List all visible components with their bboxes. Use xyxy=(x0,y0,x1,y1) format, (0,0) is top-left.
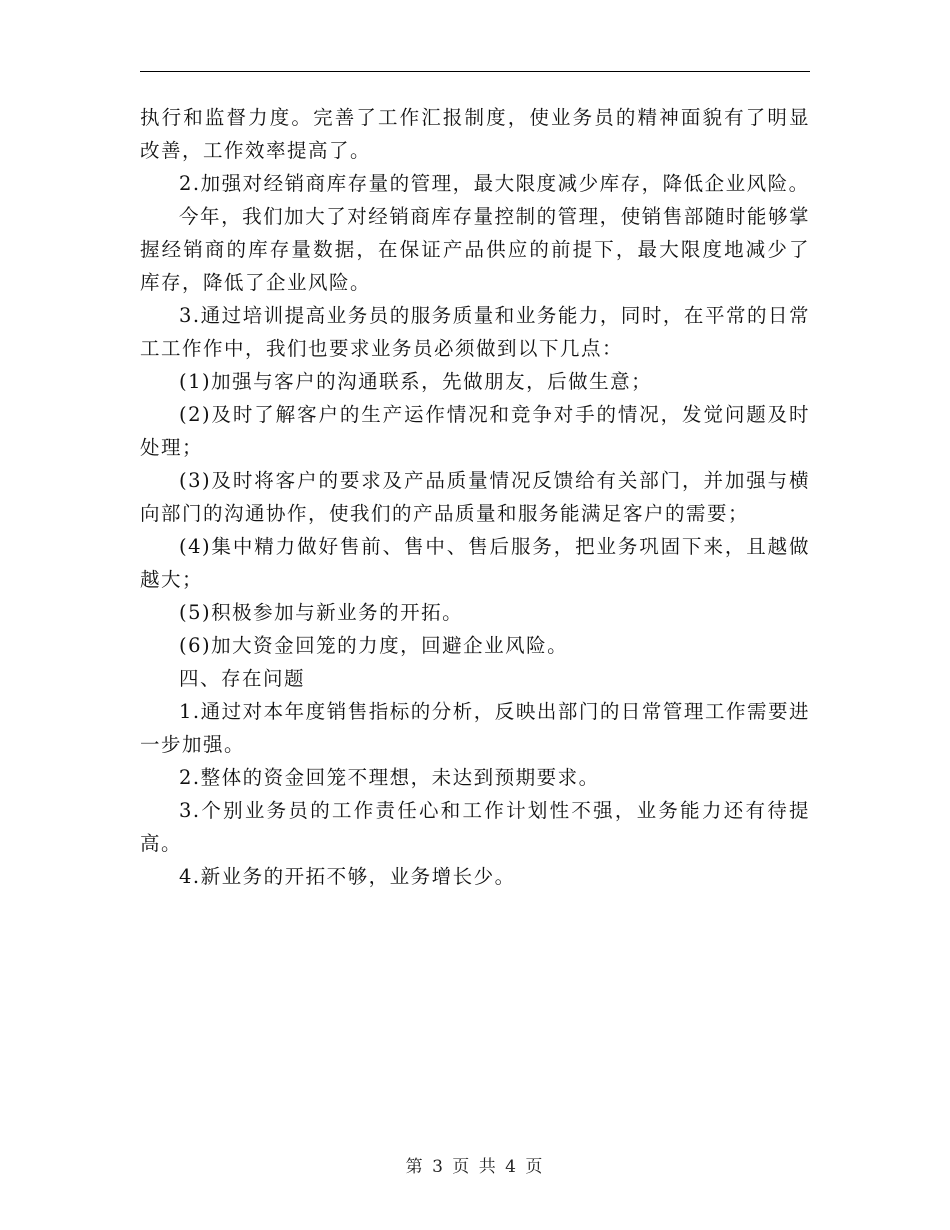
list-item-2: (2)及时了解客户的生产运作情况和竞争对手的情况，发觉问题及时处理； xyxy=(140,403,810,459)
issue-item-1: 1.通过对本年度销售指标的分析，反映出部门的日常管理工作需要进一步加强。 xyxy=(140,700,810,756)
header-rule xyxy=(140,71,810,72)
paragraph-4: 3.通过培训提高业务员的服务质量和业务能力，同时，在平常的日常工工作作中，我们也要求业务员必须做到以下几点： xyxy=(140,304,810,360)
issue-item-3: 3.个别业务员的工作责任心和工作计划性不强，业务能力还有待提高。 xyxy=(140,799,810,855)
issue-item-2: 2.整体的资金回笼不理想，未达到预期要求。 xyxy=(179,766,600,789)
list-item-3: (3)及时将客户的要求及产品质量情况反馈给有关部门，并加强与横向部门的沟通协作，使我们的产品质量和服务能满足客户的需要； xyxy=(140,469,810,525)
page-footer: 第 3 页 共 4 页 xyxy=(405,1157,545,1177)
issue-item-4: 4.新业务的开拓不够，业务增长少。 xyxy=(179,865,516,888)
paragraph-2: 2.加强对经销商库存量的管理，最大限度减少库存，降低企业风险。 xyxy=(179,172,810,195)
section-heading: 四、存在问题 xyxy=(179,667,306,690)
list-item-5: (5)积极参加与新业务的开拓。 xyxy=(179,601,464,624)
document-body xyxy=(140,101,810,893)
paragraph-3: 今年，我们加大了对经销商库存量控制的管理，使销售部随时能够掌握经销商的库存量数据，在保证产品供应的前提下，最大限度地减少了库存，降低了企业风险。 xyxy=(140,205,810,294)
list-item-4: (4)集中精力做好售前、售中、售后服务，把业务巩固下来，且越做越大； xyxy=(140,535,810,591)
list-item-6: (6)加大资金回笼的力度，回避企业风险。 xyxy=(179,634,569,657)
paragraph-1: 执行和监督力度。完善了工作汇报制度，使业务员的精神面貌有了明显改善，工作效率提高了。 xyxy=(140,106,810,162)
list-item-1: (1)加强与客户的沟通联系，先做朋友，后做生意； xyxy=(179,370,653,393)
